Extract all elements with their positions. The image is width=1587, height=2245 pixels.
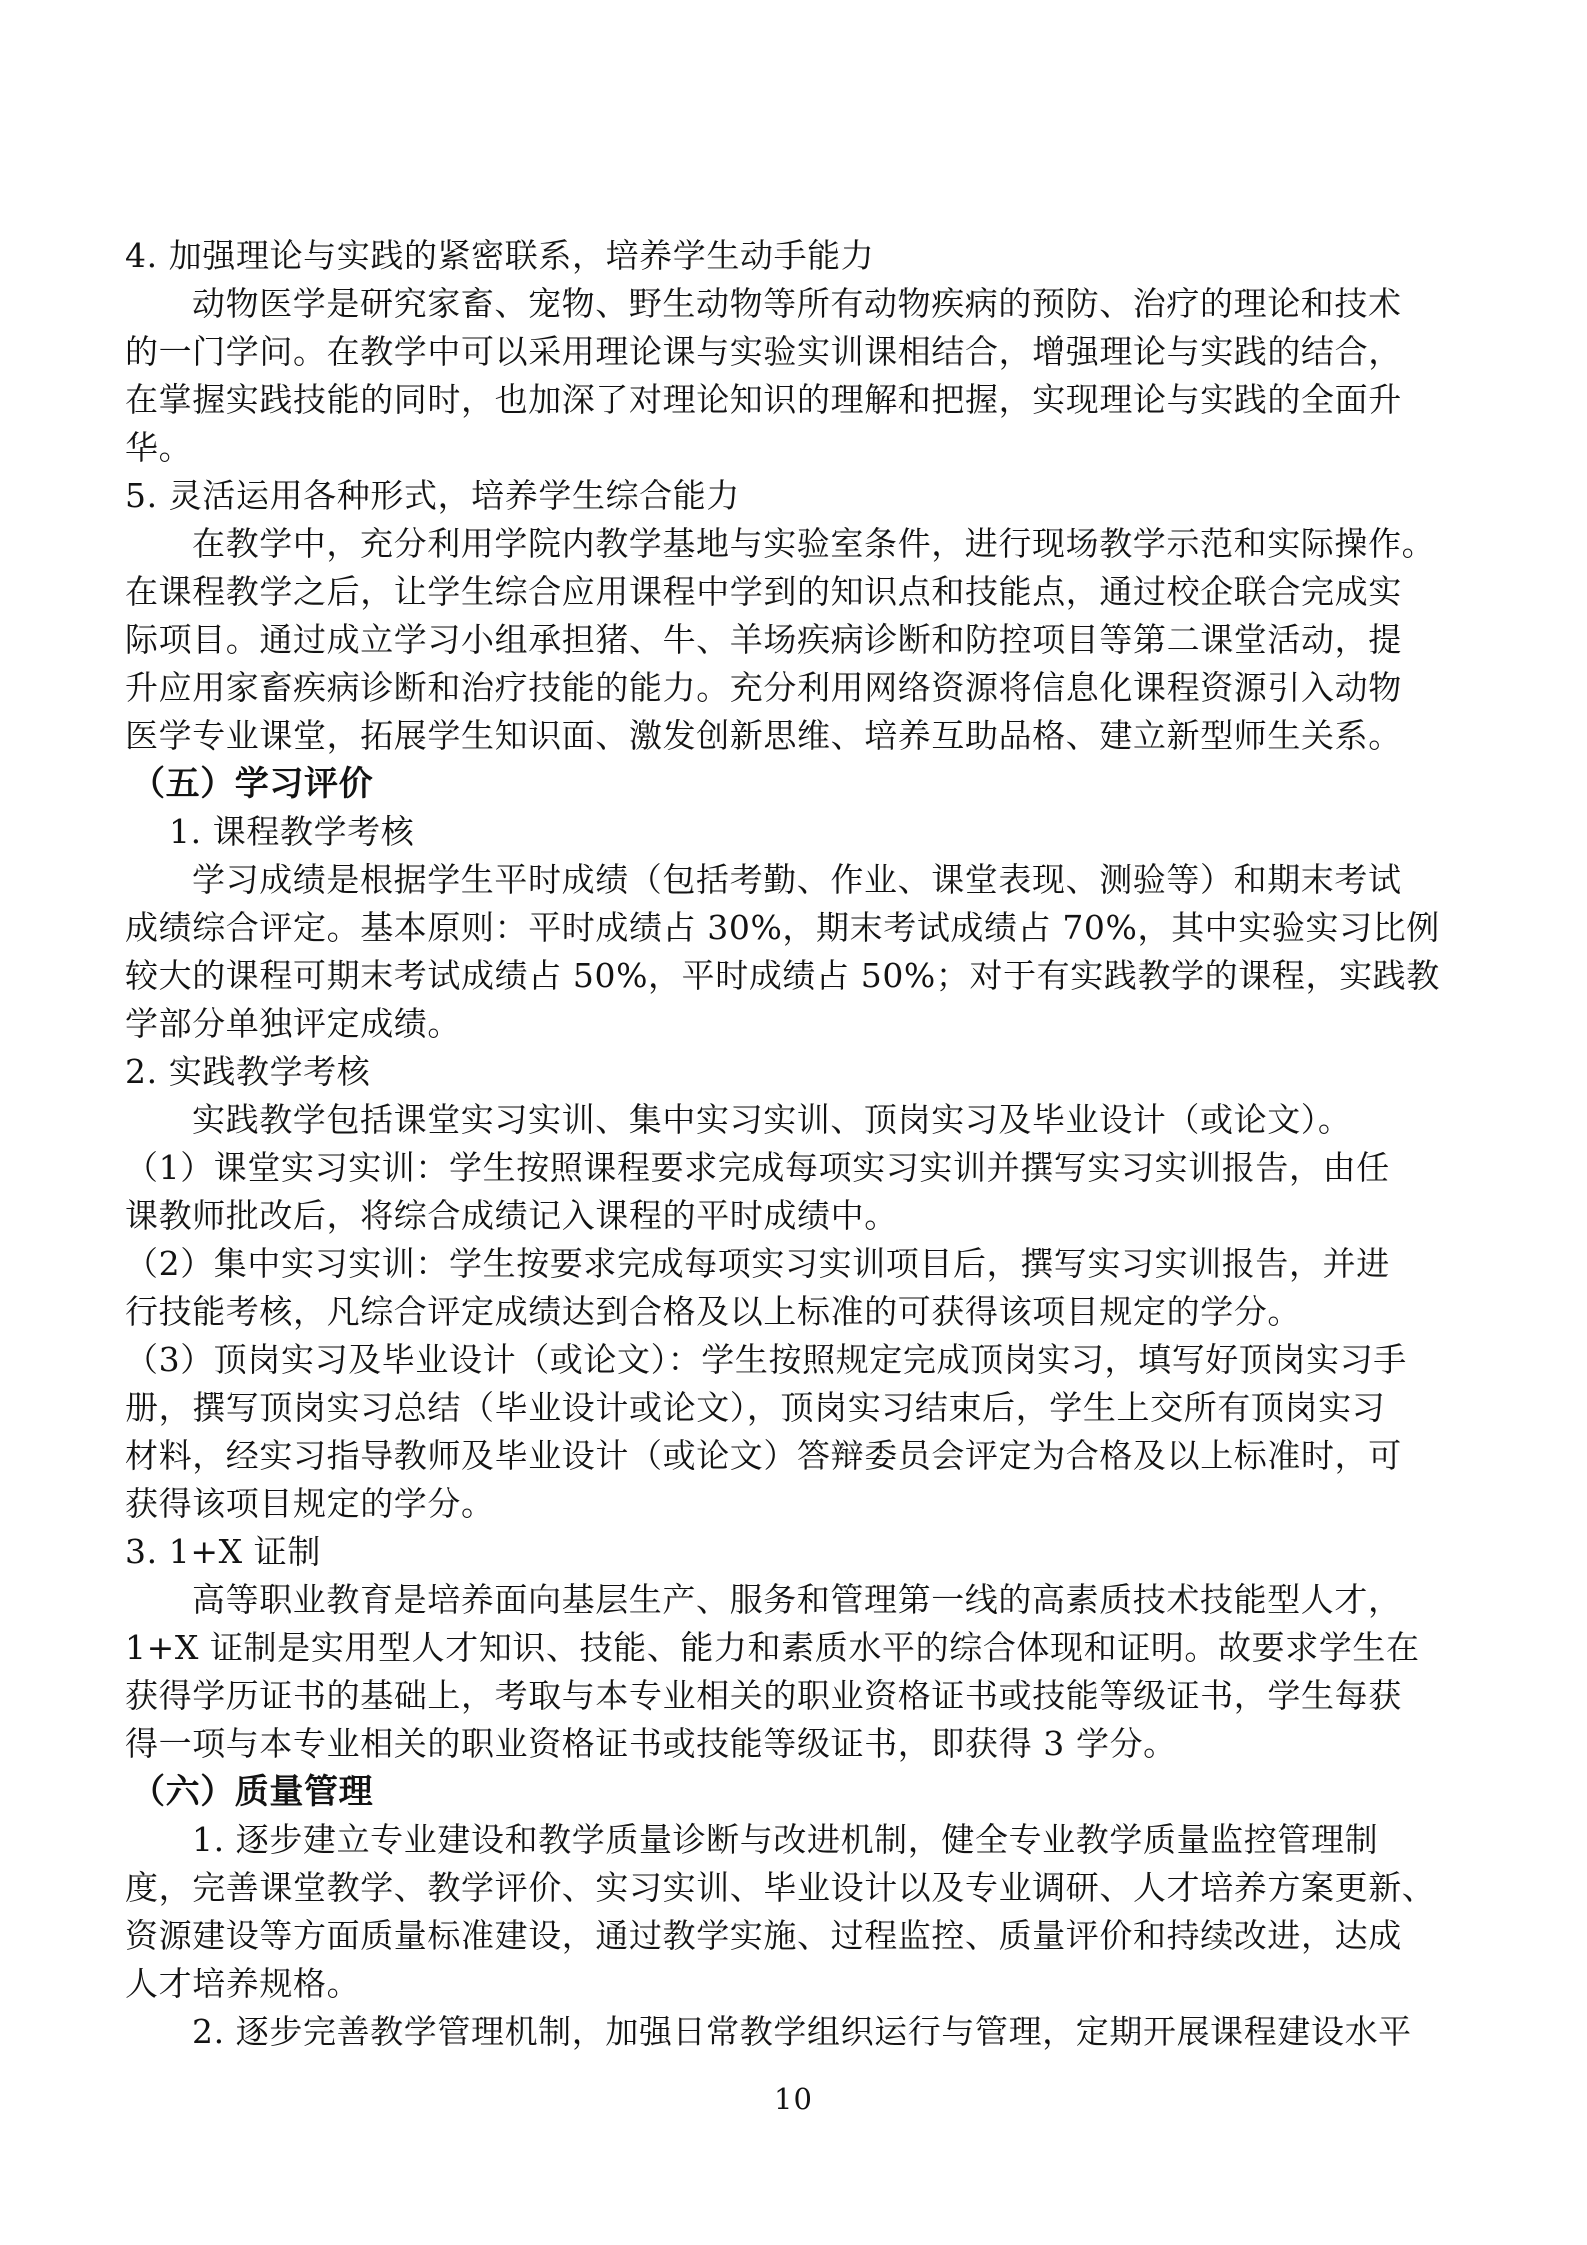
text-line: 动物医学是研究家畜、宠物、野生动物等所有动物疾病的预防、治疗的理论和技术 [192,284,1402,323]
text-line: 升应用家畜疾病诊断和治疗技能的能力。充分利用网络资源将信息化课程资源引入动物 [125,668,1402,707]
text-line: 学习成绩是根据学生平时成绩（包括考勤、作业、课堂表现、测验等）和期末考试 [192,860,1402,899]
page-footer [0,2082,1587,2116]
page-number: 10 [774,2082,813,2116]
text-line: （1）课堂实习实训：学生按照课程要求完成每项实习实训并撰写实习实训报告，由任 [125,1148,1390,1187]
text-line: 得一项与本专业相关的职业资格证书或技能等级证书，即获得 3 学分。 [125,1724,1177,1763]
text-line: 的一门学问。在教学中可以采用理论课与实验实训课相结合，增强理论与实践的结合， [125,332,1402,371]
text-line: （3）顶岗实习及毕业设计（或论文）：学生按照规定完成顶岗实习，填写好顶岗实习手 [125,1340,1407,1379]
document-content [125,232,1440,2056]
text-line: 华。 [125,428,193,467]
text-line: 度，完善课堂教学、教学评价、实习实训、毕业设计以及专业调研、人才培养方案更新、 [125,1868,1436,1907]
text-line: 1. 课程教学考核 [169,812,415,851]
text-line: （2）集中实习实训：学生按要求完成每项实习实训项目后，撰写实习实训报告，并进 [125,1244,1390,1283]
text-line: 获得该项目规定的学分。 [125,1484,495,1523]
text-line: 2. 逐步完善教学管理机制，加强日常教学组织运行与管理，定期开展课程建设水平 [192,2012,1412,2051]
text-line: 人才培养规格。 [125,1964,361,2003]
section-heading: （六）质量管理 [131,1772,374,1812]
text-line: 资源建设等方面质量标准建设，通过教学实施、过程监控、质量评价和持续改进，达成 [125,1916,1402,1955]
text-line: 2. 实践教学考核 [125,1052,371,1091]
text-line: 课教师批改后，将综合成绩记入课程的平时成绩中。 [125,1196,898,1235]
text-line: 实践教学包括课堂实习实训、集中实习实训、顶岗实习及毕业设计（或论文）。 [192,1100,1352,1139]
text-line: 4. 加强理论与实践的紧密联系，培养学生动手能力 [125,236,875,275]
section-heading: （五）学习评价 [131,764,374,804]
text-line: 在掌握实践技能的同时，也加深了对理论知识的理解和把握，实现理论与实践的全面升 [125,380,1402,419]
text-line: 材料，经实习指导教师及毕业设计（或论文）答辩委员会评定为合格及以上标准时，可 [125,1436,1402,1475]
text-line: 获得学历证书的基础上，考取与本专业相关的职业资格证书或技能等级证书，学生每获 [125,1676,1402,1715]
text-line: 较大的课程可期末考试成绩占 50%，平时成绩占 50%；对于有实践教学的课程，实践教 [125,956,1440,995]
text-line: 学部分单独评定成绩。 [125,1004,461,1043]
text-line: 在教学中，充分利用学院内教学基地与实验室条件，进行现场教学示范和实际操作。 [192,524,1436,563]
text-line: 册，撰写顶岗实习总结（毕业设计或论文），顶岗实习结束后，学生上交所有顶岗实习 [125,1388,1386,1427]
text-line: 1+X 证制是实用型人才知识、技能、能力和素质水平的综合体现和证明。故要求学生在 [125,1628,1420,1667]
text-line: 高等职业教育是培养面向基层生产、服务和管理第一线的高素质技术技能型人才， [192,1580,1402,1619]
text-line: 在课程教学之后，让学生综合应用课程中学到的知识点和技能点，通过校企联合完成实 [125,572,1402,611]
text-line: 1. 逐步建立专业建设和教学质量诊断与改进机制，健全专业教学质量监控管理制 [192,1820,1379,1859]
text-line: 行技能考核，凡综合评定成绩达到合格及以上标准的可获得该项目规定的学分。 [125,1292,1301,1331]
text-line: 5. 灵活运用各种形式，培养学生综合能力 [125,476,740,515]
text-line: 际项目。通过成立学习小组承担猪、牛、羊场疾病诊断和防控项目等第二课堂活动，提 [125,620,1402,659]
text-line: 医学专业课堂，拓展学生知识面、激发创新思维、培养互助品格、建立新型师生关系。 [125,716,1402,755]
text-line: 3. 1+X 证制 [125,1532,322,1571]
text-line: 成绩综合评定。基本原则：平时成绩占 30%，期末考试成绩占 70%，其中实验实习比例 [125,908,1440,947]
